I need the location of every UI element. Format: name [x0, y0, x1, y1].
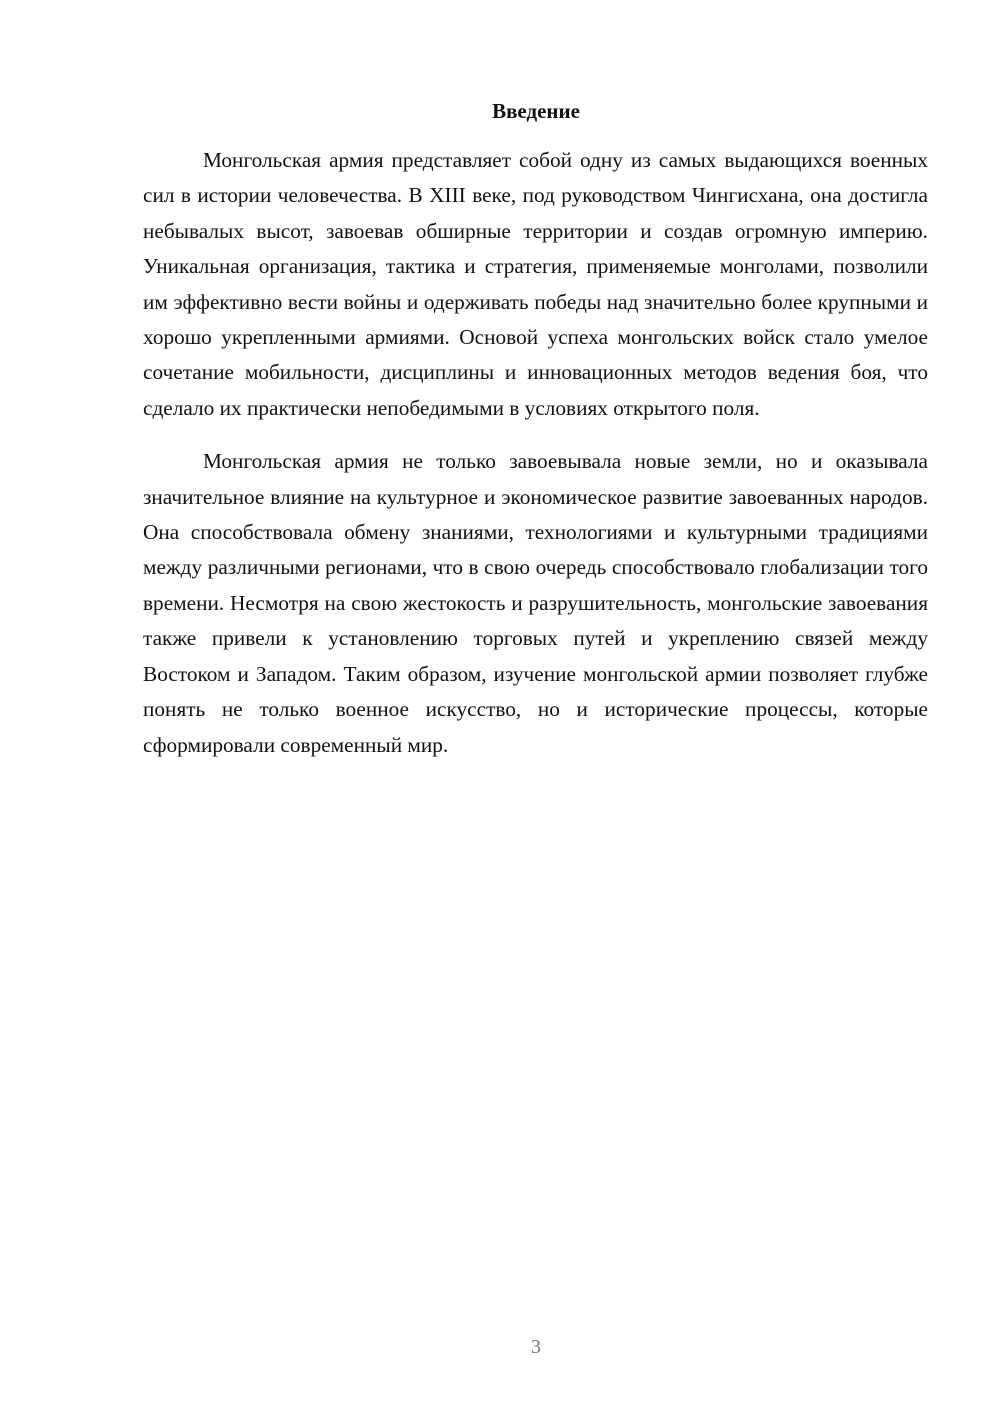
paragraph-1: Монгольская армия представляет собой одну из самых выдающихся военных сил в истории человечества. В XIII веке, под руководством Чингисхана, она достигла небывалых высот, завоевав обширные территории и создав огромную империю. Уникальная организация, тактика и стратегия, применяемые монголами, позволили им эффективно вести войны и одерживать победы над значительно более крупными и хорошо укрепленными армиями. Основой успеха монгольских войск стало умелое сочетание мобильности, дисциплины и инновационных методов ведения боя, что сделало их практически непобедимыми в условиях открытого поля.: [143, 148, 928, 420]
paragraph-2: Монгольская армия не только завоевывала новые земли, но и оказывала значительное влияние на культурное и экономическое развитие завоеванных народов. Она способствовала обмену знаниями, технологиями и культурными традициями между различными регионами, что в свою очередь способствовало глобализации того времени. Несмотря на свою жестокость и разрушительность, монгольские завоевания также привели к установлению торговых путей и укреплению связей между Востоком и Западом. Таким образом, изучение монгольской армии позволяет глубже понять не только военное искусство, но и исторические процессы, которые сформировали современный мир.: [143, 449, 928, 757]
body-text: [143, 143, 928, 763]
page-number: 3: [531, 1336, 541, 1358]
section-title: Введение: [492, 99, 580, 123]
